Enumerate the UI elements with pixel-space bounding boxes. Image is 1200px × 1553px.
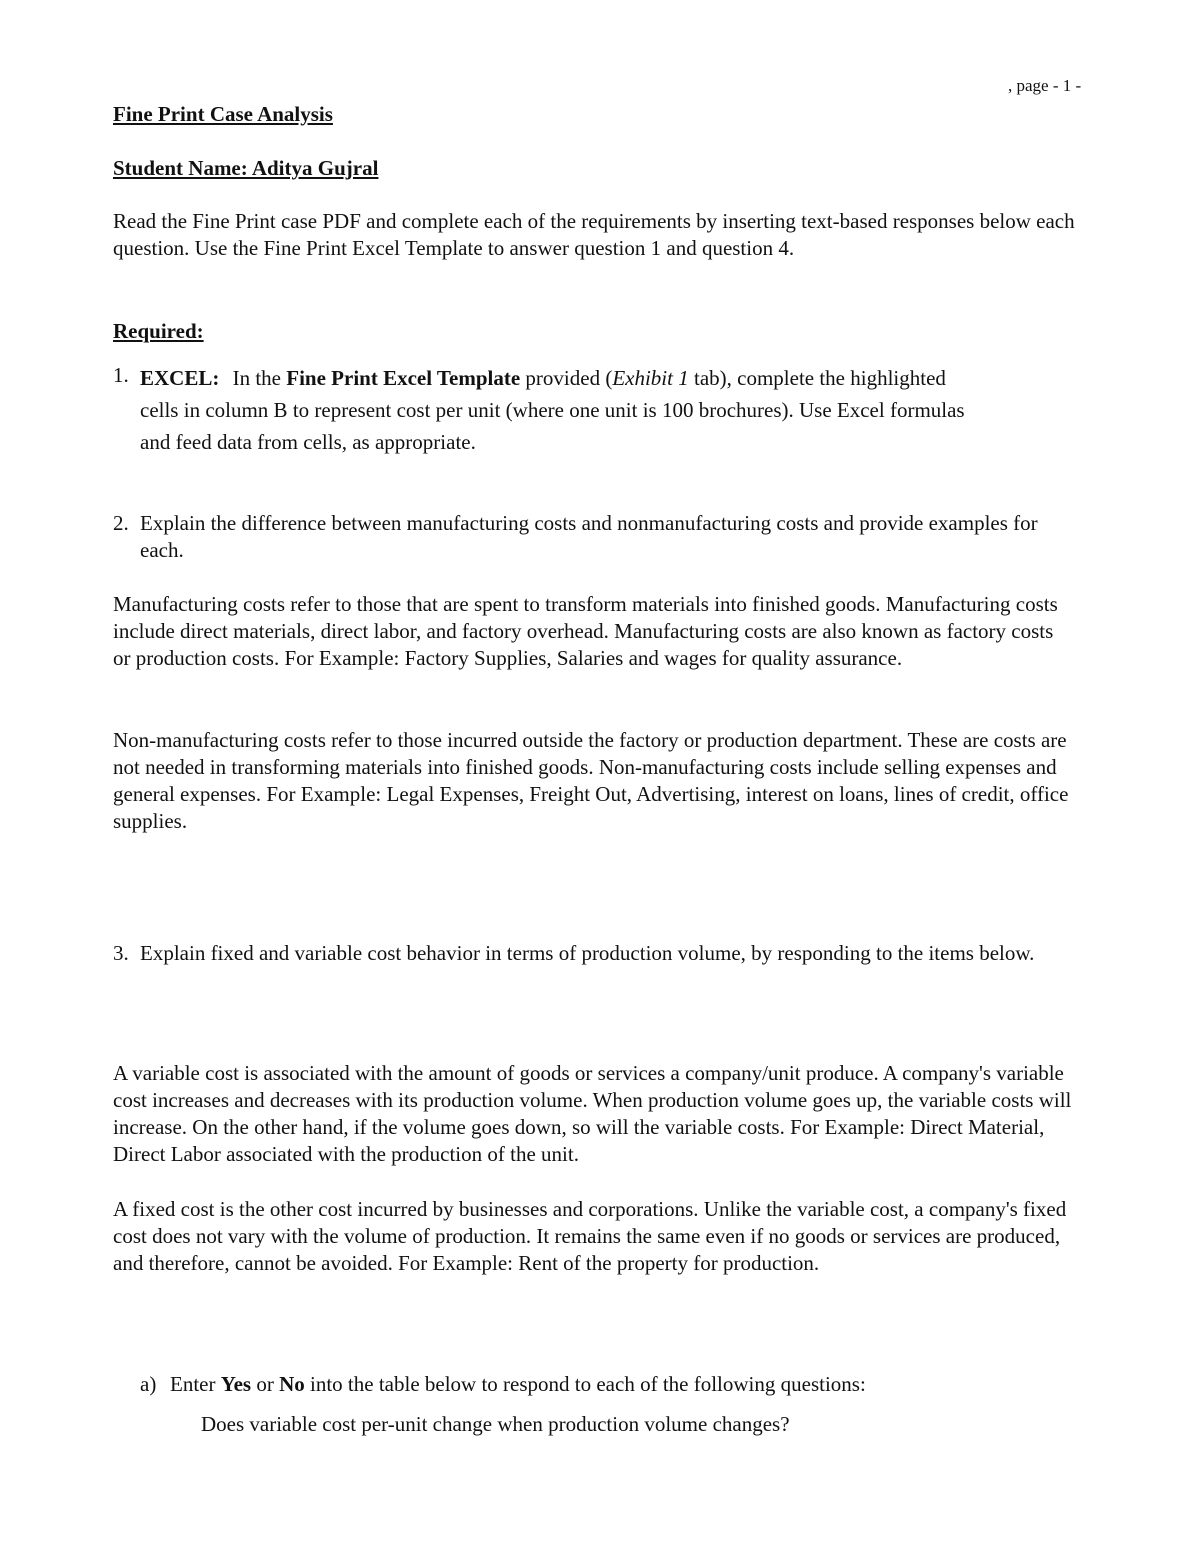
q1-number: 1. — [113, 363, 129, 387]
q3a-line — [170, 1371, 1100, 1398]
q1-line3: and feed data from cells, as appropriate. — [140, 430, 476, 454]
q1-text-c: tab), complete the highlighted — [693, 366, 946, 390]
q3-number: 3. — [113, 941, 129, 965]
q1-text-b: provided ( — [525, 366, 613, 390]
q3a-yes: Yes — [220, 1372, 252, 1396]
q2-number: 2. — [113, 511, 129, 535]
document-title: Fine Print Case Analysis — [113, 102, 333, 126]
q3a-text-c: into the table below to respond to each of the following questions: — [310, 1372, 866, 1396]
required-heading: Required: — [113, 319, 204, 343]
student-name: Student Name: Aditya Gujral — [113, 156, 379, 180]
q3a-question: Does variable cost per-unit change when production volume changes? — [201, 1412, 790, 1436]
q1-excel-label: EXCEL: — [140, 366, 220, 390]
q1-text-a: In the — [232, 366, 282, 390]
q1-line1 — [140, 362, 1100, 394]
q1-template-name: Fine Print Excel Template — [286, 366, 521, 390]
answer3-paragraph-1: A variable cost is associated with the amount of goods or services a company/unit produce. A company's variable cost increases and decreases with its production volume. When production volume goes up, the variable costs will increase. On the other hand, if the volume goes down, so will the variable costs. For Example: Direct Material, Direct Labor associated with the production of the unit. — [113, 1061, 1072, 1166]
page-header: , page - 1 - — [1008, 76, 1082, 95]
answer2-paragraph-2: Non-manufacturing costs refer to those incurred outside the factory or production department. These are costs are not needed in transforming materials into finished goods. Non-manufacturing costs include selling expenses and general expenses. For Example: Legal Expenses, Freight Out, Advertising, interest on loans, lines of credit, office supplies. — [113, 728, 1069, 833]
q3a-text-b: or — [256, 1372, 274, 1396]
intro-paragraph: Read the Fine Print case PDF and complete each of the requirements by inserting text-based responses below each question. Use the Fine Print Excel Template to answer question 1 and question 4. — [113, 209, 1075, 260]
q3a-no: No — [279, 1372, 305, 1396]
answer3-paragraph-2: A fixed cost is the other cost incurred by businesses and corporations. Unlike the variable cost, a company's fixed cost does not vary with the volume of production. It remains the same even if no goods or services are produced, and therefore, cannot be avoided. For Example: Rent of the property for production. — [113, 1197, 1067, 1275]
q3a-text-a: Enter — [170, 1372, 216, 1396]
answer2-paragraph-1: Manufacturing costs refer to those that are spent to transform materials into finished goods. Manufacturing costs include direct materials, direct labor, and factory overhead. Manufacturing costs are also known as factory costs or production costs. For Example: Factory Supplies, Salaries and wages for quality assurance. — [113, 592, 1058, 670]
q1-exhibit: Exhibit 1 — [612, 366, 689, 390]
q1-line2: cells in column B to represent cost per unit (where one unit is 100 brochures). Use Excel formulas — [140, 398, 965, 422]
q2-text: Explain the difference between manufacturing costs and nonmanufacturing costs and provide examples for each. — [140, 511, 1038, 562]
q3a-label: a) — [140, 1372, 157, 1396]
q3-text: Explain fixed and variable cost behavior in terms of production volume, by responding to the items below. — [140, 941, 1035, 965]
